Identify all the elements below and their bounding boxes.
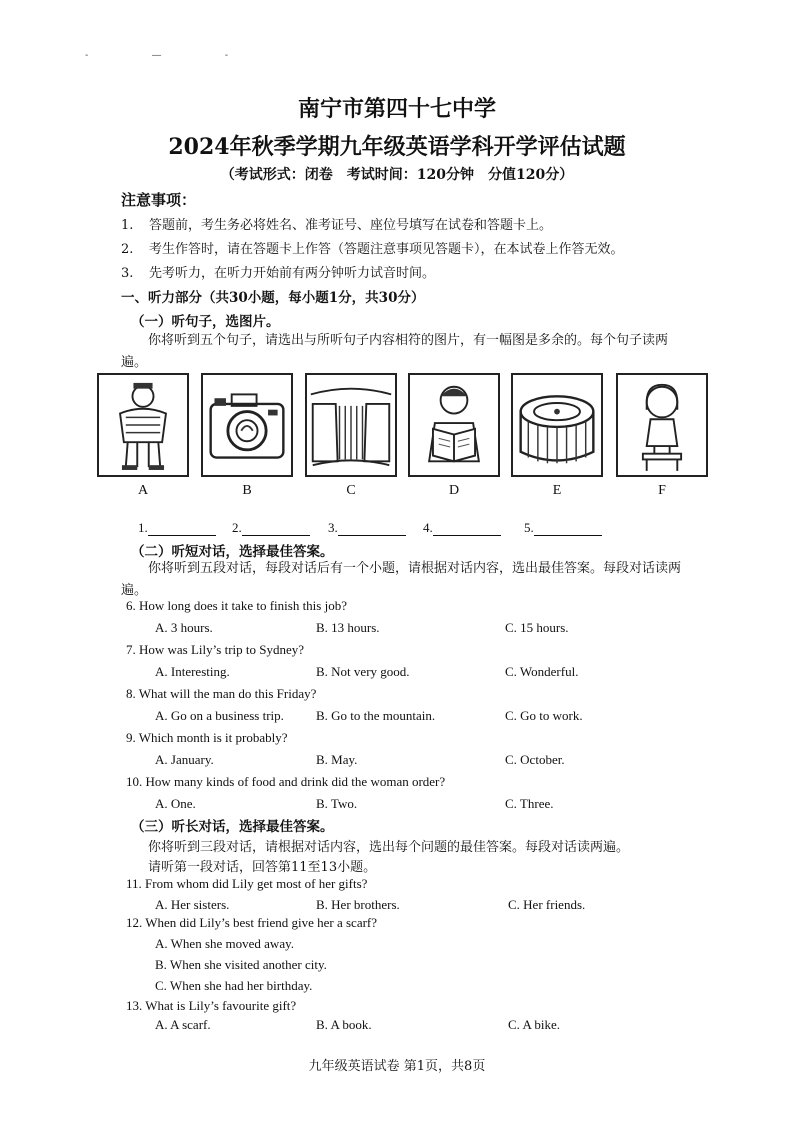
exam-info: （考试形式：闭卷 考试时间：120分钟 分值120分）	[220, 167, 574, 183]
option-a[interactable]: A. One.	[155, 796, 196, 811]
question-12: 12. When did Lily’s best friend give her a scarf?	[126, 915, 378, 930]
answer-blank-2[interactable]: 2.	[232, 520, 310, 536]
part1-title: （一）听句子，选图片。	[131, 314, 280, 330]
camera-icon	[203, 375, 291, 475]
answer-blank-1[interactable]: 1.	[138, 520, 216, 536]
option-a[interactable]: A. Her sisters.	[155, 897, 230, 912]
scan-marks: - — -	[85, 50, 259, 61]
part3-title: （三）听长对话，选择最佳答案。	[131, 819, 334, 835]
option-a[interactable]: A. A scarf.	[155, 1017, 211, 1032]
option-b[interactable]: B. Not very good.	[316, 664, 410, 679]
school-name: 南宁市第四十七中学	[297, 96, 496, 122]
question-8: 8. What will the man do this Friday?	[126, 686, 317, 701]
question-10: 10. How many kinds of food and drink did the woman order?	[126, 774, 446, 789]
part2-title: （二）听短对话，选择最佳答案。	[131, 544, 334, 560]
terracotta-warrior-icon	[99, 375, 187, 475]
option-c[interactable]: C. A bike.	[508, 1017, 561, 1032]
answer-blank-4[interactable]: 4.	[423, 520, 501, 536]
picture-b	[201, 373, 293, 477]
part1-instruction: 你将听到五个句子，请选出与所听句子内容相符的图片，有一幅图是多余的。每个句子读两遍。	[121, 333, 669, 370]
girl-on-stool-icon	[618, 375, 706, 475]
exam-title: 2024年秋季学期九年级英语学科开学评估试题	[168, 134, 626, 160]
option-b[interactable]: B. When she visited another city.	[155, 957, 327, 972]
option-b[interactable]: B. 13 hours.	[316, 620, 380, 635]
picture-label: C	[346, 483, 356, 498]
part3-sub-instruction: 请听第一段对话，回答第11至13小题。	[148, 860, 377, 875]
picture-label: A	[137, 483, 149, 498]
option-b[interactable]: B. Go to the mountain.	[316, 708, 436, 723]
picture-label: E	[552, 483, 562, 498]
notice-item: 1. 答题前，考生务必将姓名、准考证号、座位号填写在试卷和答题卡上。	[121, 218, 553, 233]
question-6: 6. How long does it take to finish this job?	[126, 598, 347, 613]
option-c[interactable]: C. Wonderful.	[505, 664, 579, 679]
picture-label: B	[242, 483, 252, 498]
option-a[interactable]: A. 3 hours.	[155, 620, 213, 635]
picture-c	[305, 373, 397, 477]
option-b[interactable]: B. Two.	[316, 796, 358, 811]
option-b[interactable]: B. A book.	[316, 1017, 372, 1032]
answer-blank-3[interactable]: 3.	[328, 520, 406, 536]
part3-instruction: 你将听到三段对话，请根据对话内容，选出每个问题的最佳答案。每段对话读两遍。	[148, 840, 630, 855]
picture-label: F	[658, 483, 666, 498]
option-c[interactable]: C. Her friends.	[508, 897, 586, 912]
option-a[interactable]: A. January.	[155, 752, 214, 767]
option-a[interactable]: A. Interesting.	[155, 664, 230, 679]
picture-d	[408, 373, 500, 477]
waterfall-icon	[307, 375, 395, 475]
question-11: 11. From whom did Lily get most of her gifts?	[126, 876, 368, 891]
question-9: 9. Which month is it probably?	[126, 730, 288, 745]
picture-a	[97, 373, 189, 477]
notice-item: 2. 考生作答时，请在答题卡上作答（答题注意事项见答题卡），在本试卷上作答无效。	[121, 242, 624, 257]
picture-label: D	[448, 483, 460, 498]
option-a[interactable]: A. When she moved away.	[155, 936, 294, 951]
option-a[interactable]: A. Go on a business trip.	[155, 708, 284, 723]
option-b[interactable]: B. Her brothers.	[316, 897, 400, 912]
option-c[interactable]: C. 15 hours.	[505, 620, 569, 635]
option-c[interactable]: C. October.	[505, 752, 565, 767]
picture-e	[511, 373, 603, 477]
mooncake-icon	[513, 375, 601, 475]
answer-blank-5[interactable]: 5.	[524, 520, 602, 536]
option-c[interactable]: C. Go to work.	[505, 708, 583, 723]
picture-f	[616, 373, 708, 477]
notice-title: 注意事项：	[121, 191, 197, 209]
page-footer: 九年级英语试卷 第1页，共8页	[308, 1059, 486, 1074]
option-b[interactable]: B. May.	[316, 752, 358, 767]
part2-instruction: 你将听到五段对话，每段对话后有一个小题，请根据对话内容，选出最佳答案。每段对话读两遍。	[121, 561, 682, 598]
question-13: 13. What is Lily’s favourite gift?	[126, 998, 297, 1013]
notice-item: 3. 先考听力，在听力开始前有两分钟听力试音时间。	[121, 266, 436, 281]
option-c[interactable]: C. Three.	[505, 796, 554, 811]
question-7: 7. How was Lily’s trip to Sydney?	[126, 642, 305, 657]
girl-reading-icon	[410, 375, 498, 475]
listening-section-title: 一、听力部分（共30小题，每小题1分，共30分）	[121, 290, 425, 306]
option-c[interactable]: C. When she had her birthday.	[155, 978, 313, 993]
